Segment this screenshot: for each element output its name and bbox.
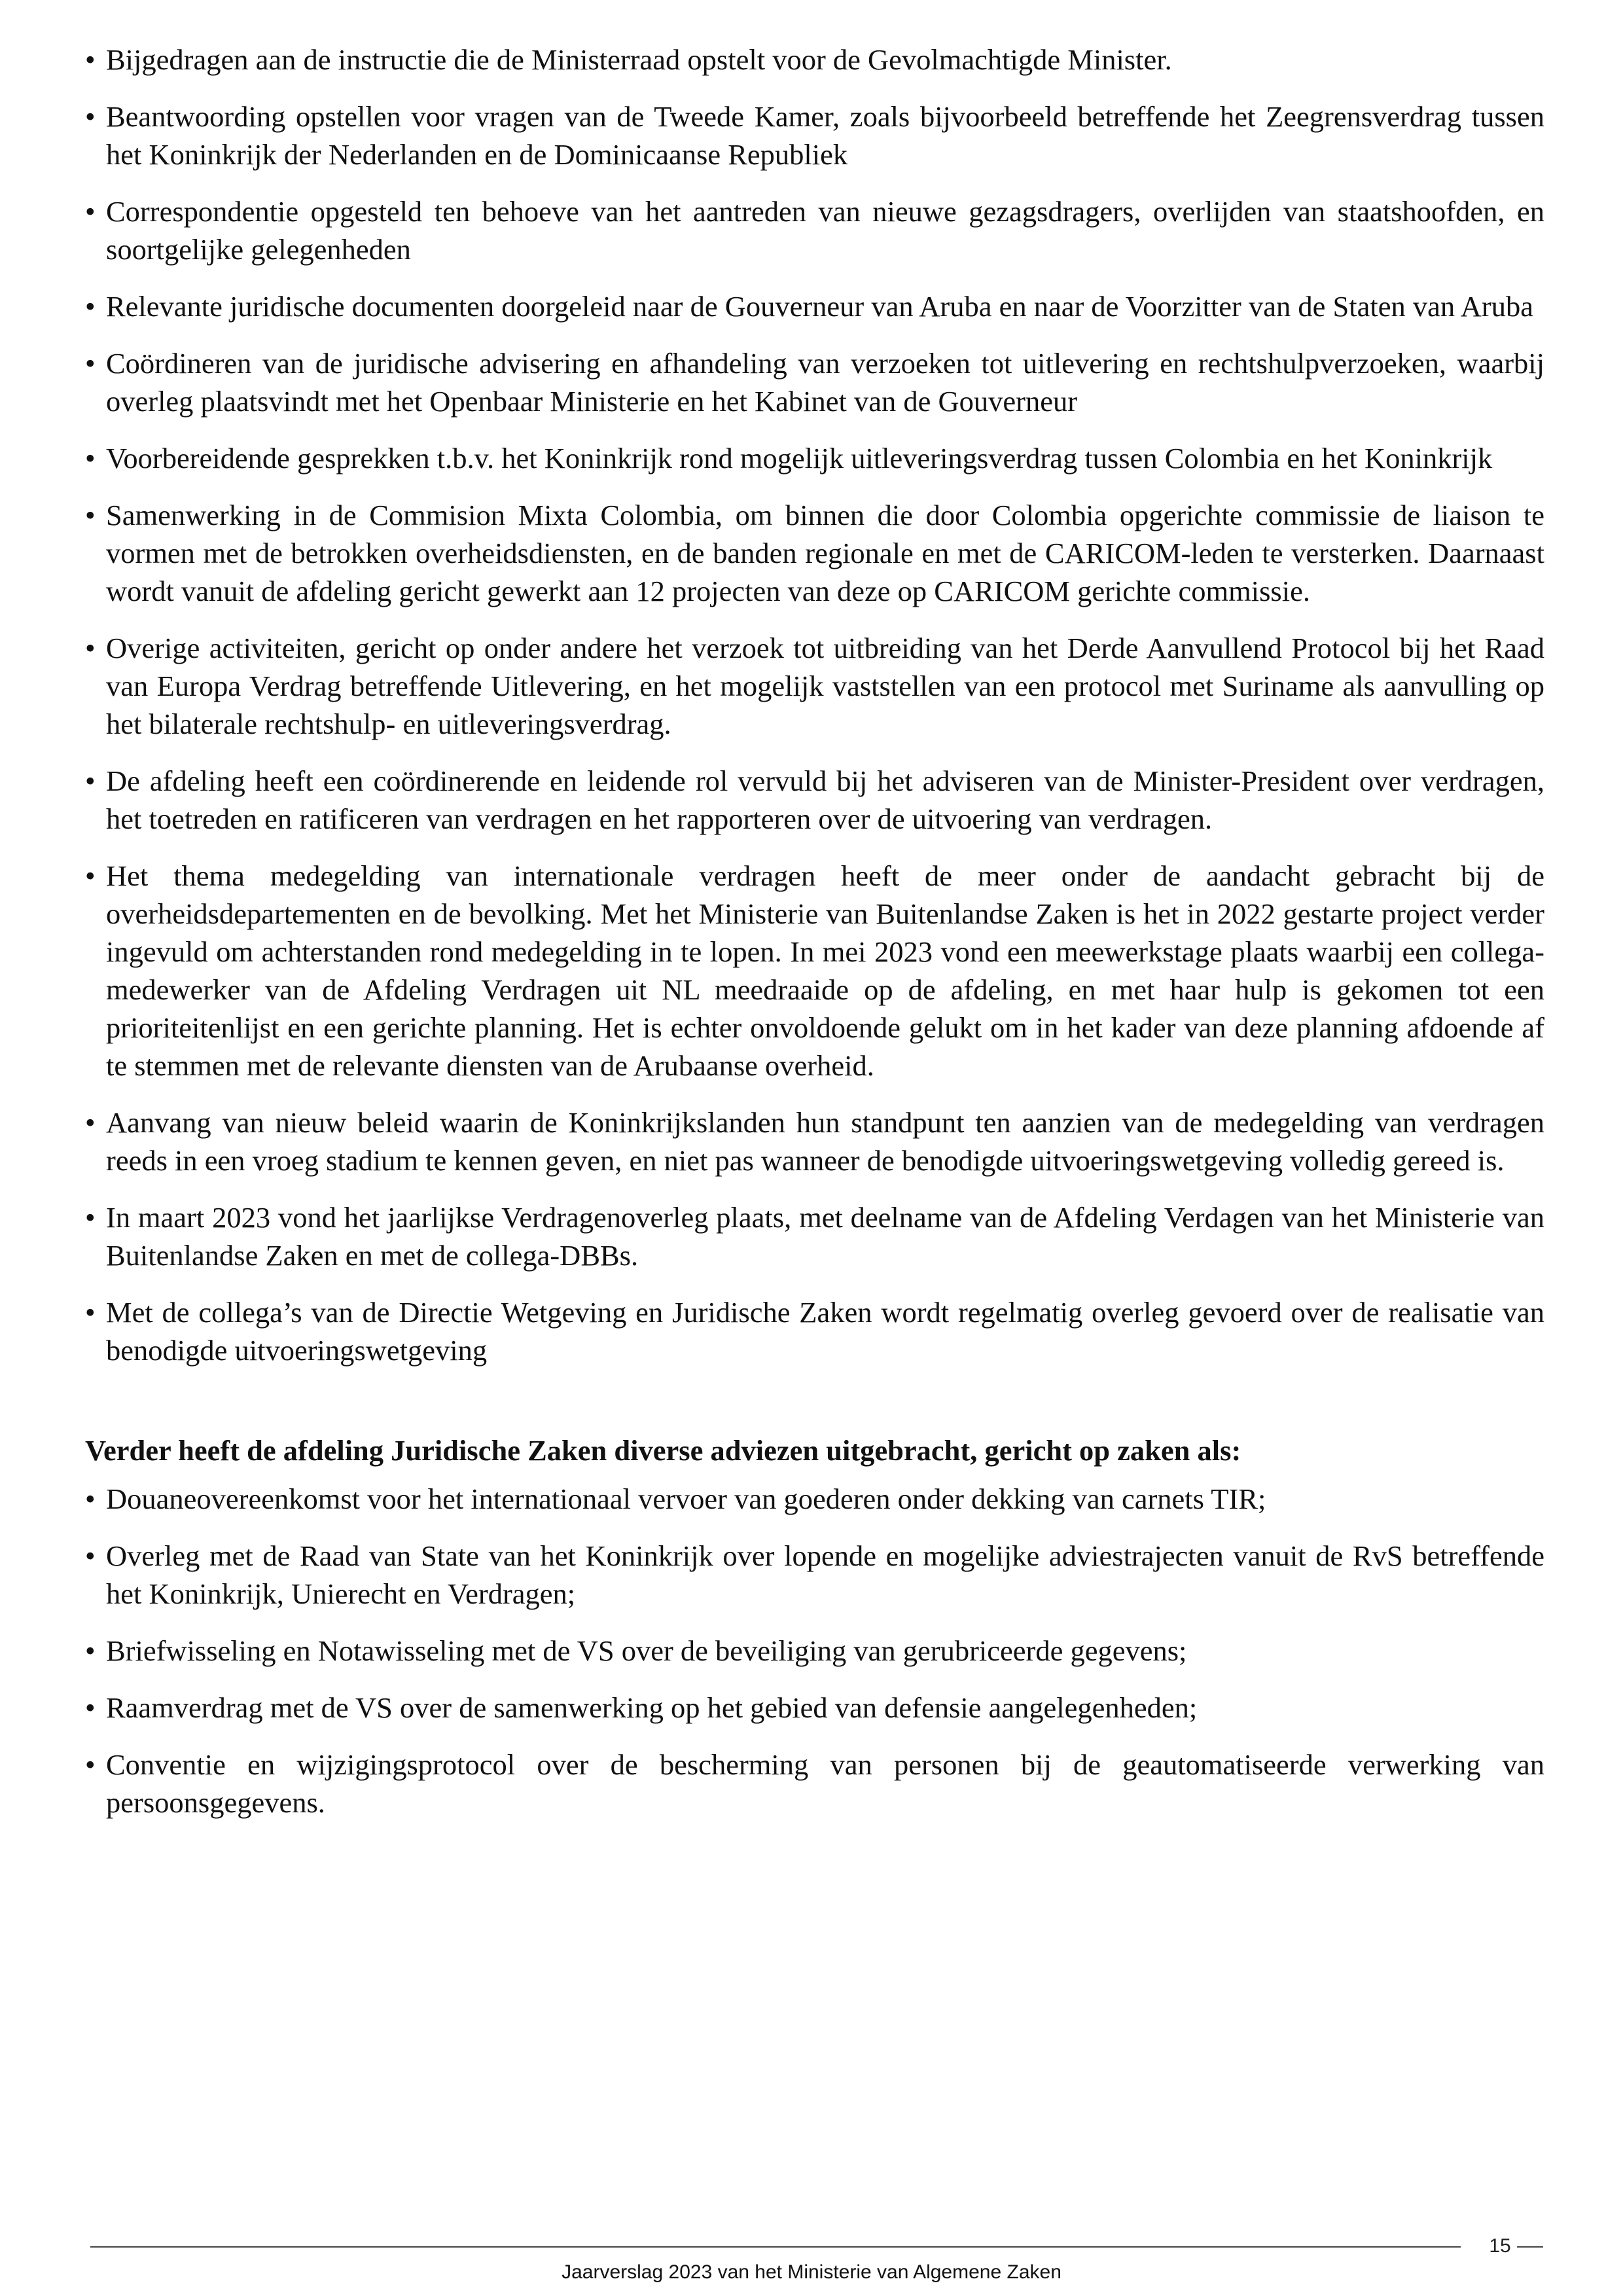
list-item-text: In maart 2023 vond het jaarlijkse Verdragenoverleg plaats, met deelname van de Afdeling Verdagen van het Ministerie van Buitenlandse Zaken en met de collega-DBBs. bbox=[106, 1201, 1544, 1272]
list-item bbox=[85, 98, 1544, 173]
list-item-text: Bijgedragen aan de instructie die de Ministerraad opstelt voor de Gevolmachtigde Minister. bbox=[106, 43, 1172, 76]
list-item bbox=[85, 762, 1544, 838]
list-item-text: Aanvang van nieuw beleid waarin de Koninkrijkslanden hun standpunt ten aanzien van de medegelding van verdragen reeds in een vroeg stadium te kennen geven, en niet pas wanneer de benodigde uitvoeringswetgeving volledig gereed is. bbox=[106, 1106, 1544, 1177]
list-item bbox=[85, 1689, 1544, 1727]
list-item-text: Beantwoording opstellen voor vragen van de Tweede Kamer, zoals bijvoorbeeld betreffende het Zeegrensverdrag tussen het Koninkrijk der Nederlanden en de Dominicaanse Republiek bbox=[106, 100, 1544, 171]
list-item-text: Correspondentie opgesteld ten behoeve van het aantreden van nieuwe gezagsdragers, overlijden van staatshoofden, en soortgelijke gelegenheden bbox=[106, 195, 1544, 266]
list-item-text: Coördineren van de juridische advisering en afhandeling van verzoeken tot uitlevering en rechtshulpverzoeken, waarbij overleg plaatsvindt met het Openbaar Ministerie en het Kabinet van de Gouverneur bbox=[106, 347, 1544, 418]
list-item bbox=[85, 41, 1544, 79]
footer-title: Jaarverslag 2023 van het Ministerie van Algemene Zaken bbox=[562, 2261, 1061, 2283]
list-item-text: Briefwisseling en Notawisseling met de VS over de beveiliging van gerubriceerde gegevens; bbox=[106, 1634, 1187, 1667]
list-item-text: Samenwerking in de Commision Mixta Colombia, om binnen die door Colombia opgerichte commissie de liaison te vormen met de betrokken overheidsdiensten, en de banden regionale en met de CARICOM-leden te versterken. Daarnaast wordt vanuit de afdeling gericht gewerkt aan 12 projecten van deze op CARICOM gerichte commissie. bbox=[106, 499, 1544, 607]
list-item-text: Conventie en wijzigingsprotocol over de bescherming van personen bij de geautomatiseerde verwerking van persoonsgegevens. bbox=[106, 1748, 1544, 1819]
list-item-text: Met de collega’s van de Directie Wetgeving en Juridische Zaken wordt regelmatig overleg gevoerd over de realisatie van benodigde uitvoeringswetgeving bbox=[106, 1296, 1544, 1367]
page-content bbox=[85, 41, 1544, 1840]
list-item bbox=[85, 1198, 1544, 1274]
list-item-text: De afdeling heeft een coördinerende en leidende rol vervuld bij het adviseren van de Minister-President over verdragen, het toetreden en ratificeren van verdragen en het rapporteren over de uitvoering van verdragen. bbox=[106, 764, 1544, 835]
list-item bbox=[85, 1103, 1544, 1179]
list-item bbox=[85, 1537, 1544, 1613]
list-item bbox=[85, 439, 1544, 477]
list-item-text: Overige activiteiten, gericht op onder andere het verzoek tot uitbreiding van het Derde Aanvullend Protocol bij het Raad van Europa Verdrag betreffende Uitlevering, en het mogelijk vaststellen van een protocol met Suriname als aanvulling op het bilaterale rechtshulp- en uitleveringsverdrag. bbox=[106, 632, 1544, 740]
list-item bbox=[85, 1293, 1544, 1369]
list-item-text: Overleg met de Raad van State van het Koninkrijk over lopende en mogelijke adviestrajecten vanuit de RvS betreffende het Koninkrijk, Unierecht en Verdragen; bbox=[106, 1539, 1544, 1610]
footer-divider bbox=[90, 2246, 1461, 2248]
list-item bbox=[85, 344, 1544, 420]
list-item-text: Relevante juridische documenten doorgeleid naar de Gouverneur van Aruba en naar de Voorzitter van de Staten van Aruba bbox=[106, 290, 1533, 323]
section-heading: Verder heeft de afdeling Juridische Zaken diverse adviezen uitgebracht, gericht op zaken als: bbox=[85, 1434, 1241, 1467]
activities-list bbox=[85, 41, 1544, 1369]
list-item bbox=[85, 1480, 1544, 1518]
list-item bbox=[85, 1632, 1544, 1670]
list-item-text: Raamverdrag met de VS over de samenwerking op het gebied van defensie aangelegenheden; bbox=[106, 1691, 1198, 1724]
list-item bbox=[85, 857, 1544, 1085]
list-item bbox=[85, 192, 1544, 268]
list-item bbox=[85, 1746, 1544, 1821]
list-item bbox=[85, 496, 1544, 610]
list-item-text: Douaneovereenkomst voor het internationaal vervoer van goederen onder dekking van carnets TIR; bbox=[106, 1482, 1266, 1515]
list-item bbox=[85, 629, 1544, 743]
page-number: 15 bbox=[1489, 2235, 1511, 2257]
advice-list bbox=[85, 1480, 1544, 1821]
list-item bbox=[85, 287, 1544, 325]
list-item-text: Voorbereidende gesprekken t.b.v. het Koninkrijk rond mogelijk uitleveringsverdrag tussen Colombia en het Koninkrijk bbox=[106, 442, 1493, 475]
footer-divider-right bbox=[1517, 2246, 1543, 2248]
list-item-text: Het thema medegelding van internationale verdragen heeft de meer onder de aandacht gebracht bij de overheidsdepartementen en de bevolking. Met het Ministerie van Buitenlandse Zaken is het in 2022 gestarte project verder ingevuld om achterstanden rond medegelding in te lopen. In mei 2023 vond een meewerkstage plaats waarbij een collega-medewerker van de Afdeling Verdragen uit NL meedraaide op de afdeling, en met haar hulp is gekomen tot een prioriteitenlijst en een gerichte planning. Het is echter onvoldoende gelukt om in het kader van deze planning afdoende af te stemmen met de relevante diensten van de Arubaanse overheid. bbox=[106, 859, 1544, 1082]
